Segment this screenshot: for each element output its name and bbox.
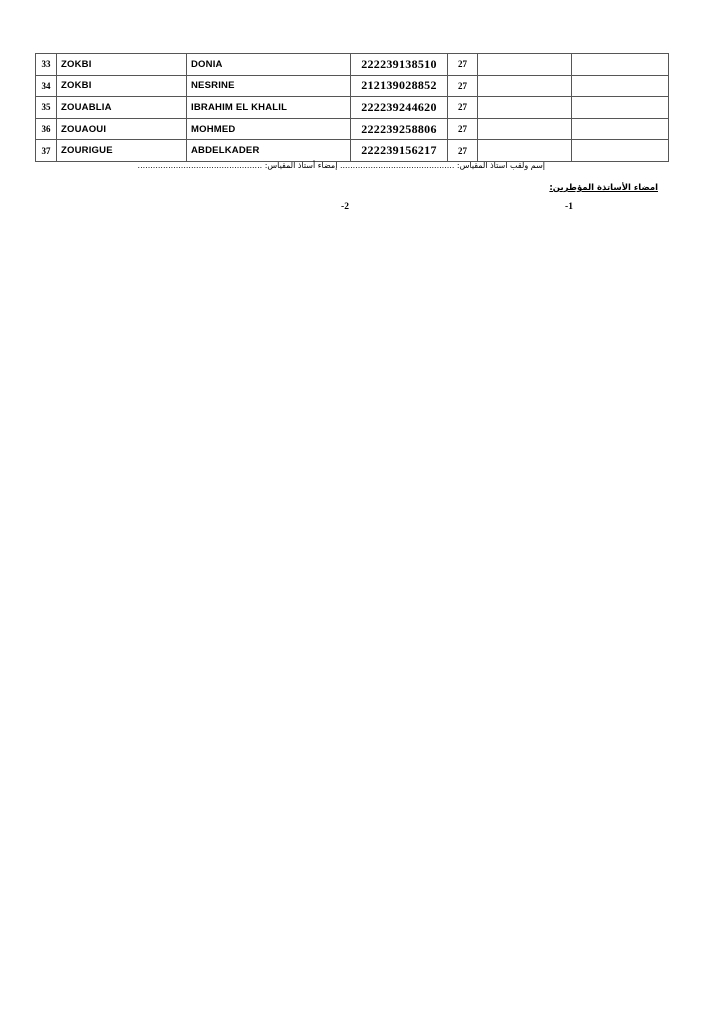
first-name-cell: MOHMED xyxy=(187,118,351,140)
row-number: 36 xyxy=(36,118,57,140)
row-number: 35 xyxy=(36,97,57,119)
student-id-cell: 222239156217 xyxy=(351,140,448,162)
blank-cell xyxy=(478,54,572,76)
signature-slot-1: -1 xyxy=(565,202,573,212)
supervisors-signatures-heading: امضاء الأساتذة المؤطرين: xyxy=(549,183,658,193)
blank-cell xyxy=(572,54,669,76)
group-cell: 27 xyxy=(448,118,478,140)
blank-cell xyxy=(478,140,572,162)
blank-cell xyxy=(572,75,669,97)
group-cell: 27 xyxy=(448,140,478,162)
blank-cell xyxy=(478,75,572,97)
table-row xyxy=(36,97,669,119)
group-cell: 27 xyxy=(448,97,478,119)
row-number: 34 xyxy=(36,75,57,97)
blank-cell xyxy=(478,97,572,119)
blank-cell xyxy=(572,97,669,119)
teacher-name-signature-line: إسم ولقب استاذ المقياس: ............................................. إمضاء أستاذ المقياس: ................................................. xyxy=(137,161,545,170)
student-id-cell: 222239244620 xyxy=(351,97,448,119)
table-row xyxy=(36,75,669,97)
student-id-cell: 222239258806 xyxy=(351,118,448,140)
first-name-cell: ABDELKADER xyxy=(187,140,351,162)
table-row xyxy=(36,140,669,162)
table-row xyxy=(36,118,669,140)
table-row xyxy=(36,54,669,76)
first-name-cell: NESRINE xyxy=(187,75,351,97)
group-cell: 27 xyxy=(448,54,478,76)
last-name-cell: ZOKBI xyxy=(57,54,187,76)
signature-slot-2: -2 xyxy=(341,202,349,212)
last-name-cell: ZOURIGUE xyxy=(57,140,187,162)
student-table xyxy=(35,53,669,162)
last-name-cell: ZOKBI xyxy=(57,75,187,97)
row-number: 33 xyxy=(36,54,57,76)
student-id-cell: 212139028852 xyxy=(351,75,448,97)
row-number: 37 xyxy=(36,140,57,162)
blank-cell xyxy=(478,118,572,140)
group-cell: 27 xyxy=(448,75,478,97)
first-name-cell: IBRAHIM EL KHALIL xyxy=(187,97,351,119)
last-name-cell: ZOUAOUI xyxy=(57,118,187,140)
student-id-cell: 222239138510 xyxy=(351,54,448,76)
first-name-cell: DONIA xyxy=(187,54,351,76)
last-name-cell: ZOUABLIA xyxy=(57,97,187,119)
blank-cell xyxy=(572,140,669,162)
blank-cell xyxy=(572,118,669,140)
